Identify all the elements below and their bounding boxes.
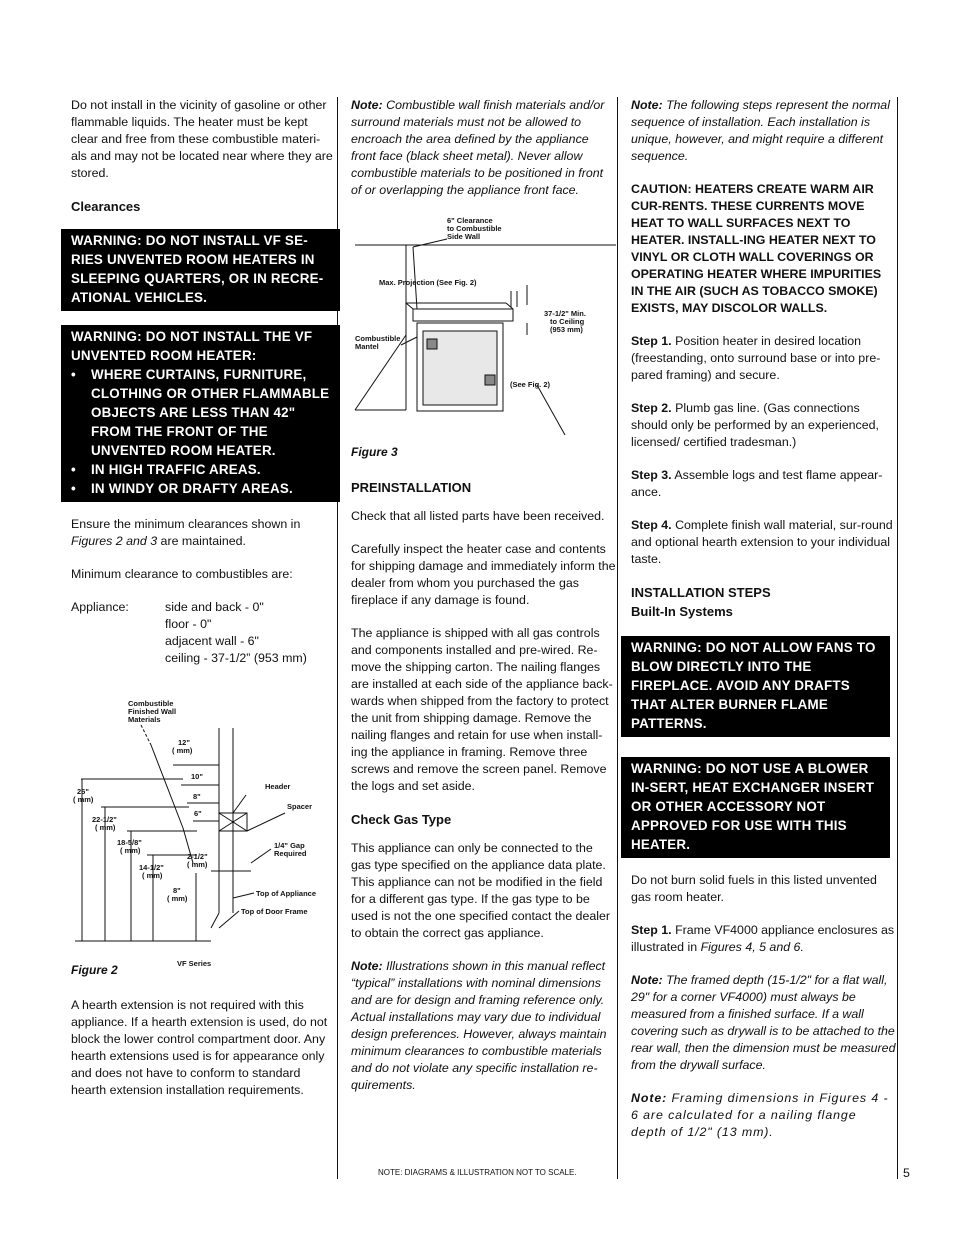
step-label: Step 1. bbox=[631, 334, 672, 348]
fig3-label: to Ceiling bbox=[550, 317, 585, 326]
fig2-label: Materials bbox=[128, 715, 161, 724]
caution-paragraph: CAUTION: HEATERS CREATE WARM AIR CUR-RENTS. THESE CURRENTS MOVE HEAT TO WALL SURFACES NEXT TO HEATER. INSTALL-ING HEATER NEXT TO VINYL OR CLOTH WALL COVERINGS OR OPERATING HEATER WHERE IMPURITIES IN THE AIR (SUCH AS TOBACCO SMOKE) EXISTS, MAY DISCOLOR WALLS. bbox=[631, 182, 882, 315]
step-text: Position heater in desired location (freestanding, onto surround base or into pre-pared framing) and secure. bbox=[631, 334, 881, 382]
fig2-label: VF Series bbox=[177, 959, 212, 968]
fig2-label: 8" bbox=[173, 886, 181, 895]
hearth-paragraph: A hearth extension is not required with this appliance. If a hearth extension is used, do not block the lower control compartment door. Any hearth extensions used is for appearance only and does not have to conform to standard hearth extension installation requirements. bbox=[71, 998, 328, 1097]
fig2-label: ( mm) bbox=[120, 846, 141, 855]
installation-heading-text: INSTALLATION STEPS bbox=[631, 585, 771, 600]
step-label: Step 2. bbox=[631, 401, 672, 415]
figure-3-diagram bbox=[351, 215, 616, 440]
pre-paragraph: Check that all listed parts have been received. bbox=[351, 509, 605, 523]
note-label: Note: bbox=[631, 973, 663, 987]
fig2-label: 8" bbox=[193, 792, 201, 801]
clearance-value: side and back - 0" bbox=[165, 600, 264, 614]
column-rule-2 bbox=[617, 97, 618, 1179]
fig2-label: 2-1/2" bbox=[187, 852, 208, 861]
note-label: Note: bbox=[351, 98, 383, 112]
clearance-value: adjacent wall - 6" bbox=[165, 634, 259, 648]
fig2-label: 14-1/2" bbox=[139, 863, 164, 872]
fig2-label: 6" bbox=[194, 809, 202, 818]
ensure-paragraph bbox=[71, 516, 336, 550]
step-label: Step 3. bbox=[631, 468, 672, 482]
figure-2-diagram bbox=[71, 683, 336, 968]
fig2-label: Combustible bbox=[128, 699, 174, 708]
note-text: Combustible wall finish materials and/or surround materials must not be allowed to encroach the area defined by the appliance front face (black sheet metal). Never allow combustible materials to be positioned in front of or overlapping the appliance front face. bbox=[351, 98, 605, 197]
check-gas-heading: Check Gas Type bbox=[351, 812, 452, 827]
fig3-label: (See Fig. 2) bbox=[510, 380, 551, 389]
appliance-label: Appliance: bbox=[71, 600, 129, 614]
fig3-label: 6" Clearance bbox=[447, 216, 493, 225]
fig2-label: ( mm) bbox=[187, 860, 208, 869]
figure-reference: Figures 2 and 3 bbox=[71, 534, 158, 548]
fig2-label: Top of Appliance bbox=[256, 889, 316, 898]
note-text: The following steps represent the normal sequence of installation. Each installation is unique, however, and might require a different sequence. bbox=[631, 98, 890, 163]
step-paragraph bbox=[631, 467, 896, 501]
note-framing-dimensions bbox=[631, 1090, 896, 1141]
figure-reference: Figures 4, 5 and 6. bbox=[700, 940, 804, 954]
step-label: Step 4. bbox=[631, 518, 672, 532]
note-label: Note: bbox=[631, 1091, 668, 1105]
clearance-value: floor - 0" bbox=[165, 617, 212, 631]
fig2-label: ( mm) bbox=[95, 823, 116, 832]
column-rule-3 bbox=[897, 97, 898, 1179]
step-paragraph bbox=[631, 400, 896, 451]
min-clearance-text: Minimum clearance to combustibles are: bbox=[71, 567, 293, 581]
intro-paragraph: Do not install in the vicinity of gasoline or other flammable liquids. The heater must be kept clear and free from these combustible materi-als and may not be located near where they are stored. bbox=[71, 98, 333, 180]
warning-title: WARNING: DO NOT INSTALL THE VF UNVENTED ROOM HEATER: bbox=[71, 329, 313, 363]
note-label: Note: bbox=[351, 959, 383, 973]
fig2-label: 12" bbox=[178, 738, 190, 747]
note-text: Illustrations shown in this manual reflect “typical” installations with nominal dimensions and are for design and framing reference only. Actual installations may vary due to individual design preferences. However, always maintain minimum clearances to combustible materials and do not violate any specific installation re-quirements. bbox=[351, 959, 607, 1092]
fig3-label: Mantel bbox=[355, 342, 379, 351]
pre-paragraph: Carefully inspect the heater case and contents for shipping damage and immediately inform the dealer from whom you purchased the gas fireplace if any damage is found. bbox=[351, 542, 616, 607]
figure-3-caption: Figure 3 bbox=[351, 445, 398, 459]
fig2-label: 22-1/2" bbox=[92, 815, 117, 824]
warning-list bbox=[71, 365, 336, 498]
note-framed-depth bbox=[631, 972, 896, 1074]
installation-steps-heading bbox=[631, 584, 896, 620]
clearance-value: ceiling - 37-1/2” (953 mm) bbox=[165, 651, 307, 665]
column-2 bbox=[351, 97, 616, 1110]
warning-item: • WHERE CURTAINS, FURNITURE, CLOTHING OR OTHER FLAMMABLE OBJECTS ARE LESS THAN 42" FROM THE FRONT OF THE UNVENTED ROOM HEATER. bbox=[71, 365, 336, 460]
warning-text: WARNING: DO NOT INSTALL VF SE-RIES UNVENTED ROOM HEATERS IN SLEEPING QUARTERS, OR IN RECRE-ATIONAL VEHICLES. bbox=[71, 233, 324, 305]
fig2-label: 26" bbox=[77, 787, 89, 796]
fig2-label: 18-5/8" bbox=[117, 838, 142, 847]
step-text: Assemble logs and test flame appear-ance. bbox=[631, 468, 883, 499]
warning-blower bbox=[621, 757, 890, 858]
warning-item: • IN WINDY OR DRAFTY AREAS. bbox=[71, 479, 336, 498]
note-text: The framed depth (15-1/2" for a flat wall, 29" for a corner VF4000) must always be measured from a finished surface. If a wall covering such as drywall is to be attached to the rear wall, then the dimension must be measured from the drywall surface. bbox=[631, 973, 896, 1072]
step-paragraph bbox=[631, 922, 896, 956]
fig3-label: Combustible bbox=[355, 334, 401, 343]
warning-fans bbox=[621, 636, 890, 737]
warning-text: WARNING: DO NOT USE A BLOWER IN-SERT, HEAT EXCHANGER INSERT OR OTHER ACCESSORY NOT APPROVED FOR USE WITH THIS HEATER. bbox=[631, 761, 875, 852]
note-combustible bbox=[351, 97, 616, 199]
warning-item: • IN HIGH TRAFFIC AREAS. bbox=[71, 460, 336, 479]
warning-vf-heater bbox=[61, 325, 340, 502]
warning-text: WARNING: DO NOT ALLOW FANS TO BLOW DIRECTLY INTO THE FIREPLACE. AVOID ANY DRAFTS THAT ALTER BURNER FLAME PATTERNS. bbox=[631, 640, 876, 731]
pre-paragraph: The appliance is shipped with all gas controls and components installed and pre-wired. Re-move the shipping carton. The nailing flanges are installed at each side of the appliance back-wards when shipped from the factory to protect the unit from shipping damage. Remove the nailing flanges and retain for use when install-ing the appliance in framing. Remove three screws and remove the screen panel. Remove the logs and set aside. bbox=[351, 626, 613, 793]
scale-note: NOTE: DIAGRAMS & ILLUSTRATION NOT TO SCALE. bbox=[378, 1168, 577, 1177]
step-text: Frame VF4000 appliance enclosures as illustrated in bbox=[631, 923, 895, 954]
fig2-label: 1/4" Gap bbox=[274, 841, 305, 850]
preinstallation-heading: PREINSTALLATION bbox=[351, 480, 472, 495]
appliance-values bbox=[165, 599, 336, 667]
warning-sleeping-quarters bbox=[61, 229, 340, 311]
fig2-label: Top of Door Frame bbox=[241, 907, 308, 916]
fig3-label: Side Wall bbox=[447, 232, 481, 241]
note-illustrations bbox=[351, 958, 616, 1094]
fig2-label: 10" bbox=[191, 772, 203, 781]
step-paragraph bbox=[631, 333, 896, 384]
fig2-label: ( mm) bbox=[73, 795, 94, 804]
fig3-label: to Combustible bbox=[447, 224, 502, 233]
fig2-label: ( mm) bbox=[172, 746, 193, 755]
appliance-clearance-table bbox=[71, 599, 336, 667]
clearances-heading: Clearances bbox=[71, 199, 141, 214]
ensure-text: Ensure the minimum clearances shown in bbox=[71, 517, 301, 531]
gas-paragraph: This appliance can only be connected to the gas type specified on the appliance data plate. This appliance can not be modified in the field for a different gas type. If the gas type to be used is not the one specified contact the dealer to obtain the correct gas appliance. bbox=[351, 841, 610, 940]
ensure-text-end: are maintained. bbox=[157, 534, 246, 548]
solid-fuels-paragraph: Do not burn solid fuels in this listed unvented gas room heater. bbox=[631, 873, 877, 904]
fig2-label: ( mm) bbox=[167, 894, 188, 903]
step-label: Step 1. bbox=[631, 923, 672, 937]
step-text: Complete finish wall material, sur-round and optional hearth extension to your individual taste. bbox=[631, 518, 893, 566]
note-text: Framing dimensions in Figures 4 - 6 are calculated for a nailing flange depth of 1/2" (13 mm). bbox=[631, 1091, 889, 1139]
page-number: 5 bbox=[903, 1166, 910, 1180]
figure-2-caption: Figure 2 bbox=[71, 963, 118, 977]
note-label: Note: bbox=[631, 98, 663, 112]
installation-subheading: Built-In Systems bbox=[631, 604, 733, 619]
step-text: Plumb gas line. (Gas connections should only be performed by an experienced, licensed/ certified tradesman.) bbox=[631, 401, 879, 449]
fig2-label: Spacer bbox=[287, 802, 313, 811]
column-1 bbox=[71, 97, 336, 1115]
fig3-label: Max. Projection (See Fig. 2) bbox=[379, 278, 477, 287]
fig3-label: (953 mm) bbox=[550, 325, 583, 334]
column-3 bbox=[631, 97, 896, 1157]
step-paragraph bbox=[631, 517, 896, 568]
note-sequence bbox=[631, 97, 896, 165]
fig2-label: Header bbox=[265, 782, 291, 791]
fig2-label: Required bbox=[274, 849, 307, 858]
fig2-label: Finished Wall bbox=[128, 707, 177, 716]
fig2-label: ( mm) bbox=[142, 871, 163, 880]
fig3-label: 37-1/2" Min. bbox=[544, 309, 586, 318]
